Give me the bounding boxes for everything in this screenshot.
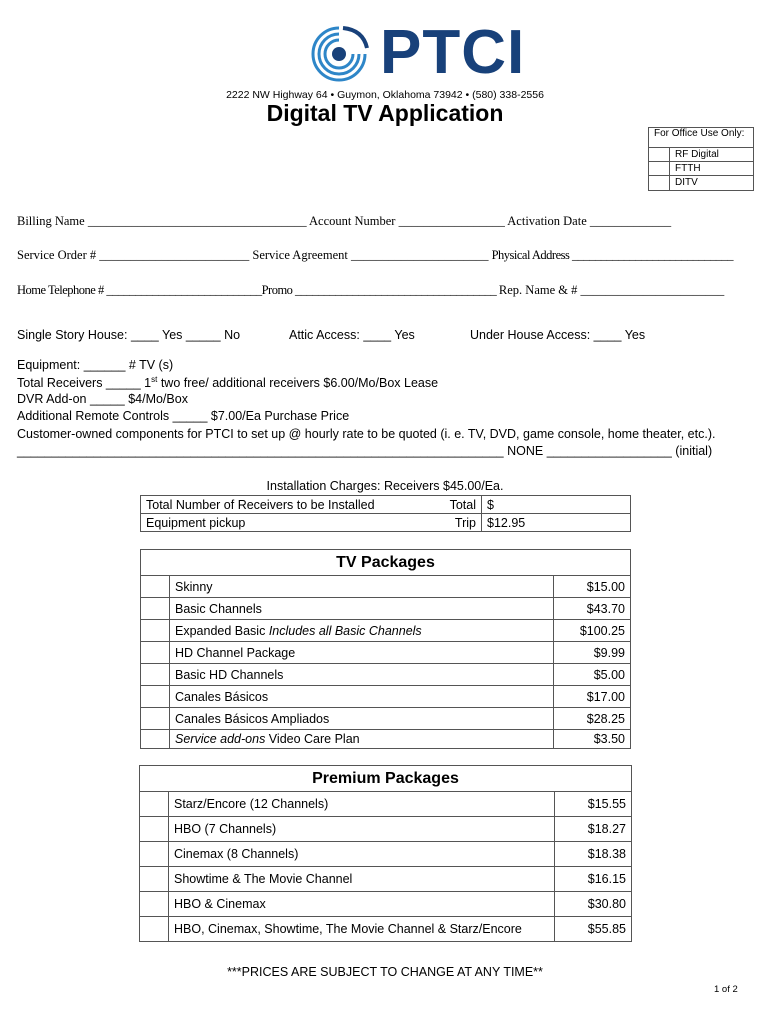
- package-name: Canales Básicos: [170, 686, 554, 708]
- package-select-box[interactable]: [141, 730, 170, 749]
- installation-table: [140, 495, 631, 532]
- attic-access-question[interactable]: Attic Access: ____ Yes: [289, 328, 415, 342]
- package-price: $28.25: [554, 708, 631, 730]
- single-story-question[interactable]: Single Story House: ____ Yes _____ No: [17, 328, 241, 342]
- form-row-3: [17, 283, 724, 298]
- package-name: Basic HD Channels: [170, 664, 554, 686]
- install-label: Total Number of Receivers to be Installed: [141, 496, 392, 514]
- package-select-box[interactable]: [141, 620, 170, 642]
- brand-name: PTCI: [380, 18, 526, 87]
- under-house-question[interactable]: Under House Access: ____ Yes: [470, 328, 646, 342]
- equipment-line[interactable]: Equipment: ______ # TV (s): [17, 358, 174, 372]
- table-row: [141, 496, 631, 514]
- service-agreement-field[interactable]: Service Agreement ______________________: [252, 248, 489, 262]
- premium-packages-heading: Premium Packages: [140, 766, 632, 792]
- package-select-box[interactable]: [140, 892, 169, 917]
- package-price: $43.70: [554, 598, 631, 620]
- package-name: Starz/Encore (12 Channels): [169, 792, 555, 817]
- install-label: Equipment pickup: [141, 514, 392, 532]
- premium-packages-table: [139, 765, 632, 942]
- office-option-ftth[interactable]: FTTH: [649, 161, 753, 176]
- tv-packages-heading: TV Packages: [141, 550, 631, 576]
- table-row: [140, 792, 632, 817]
- table-row: [141, 642, 631, 664]
- package-price: $16.15: [555, 867, 632, 892]
- package-select-box[interactable]: [140, 817, 169, 842]
- price-disclaimer: ***PRICES ARE SUBJECT TO CHANGE AT ANY TIME**: [227, 965, 543, 979]
- package-price: $5.00: [554, 664, 631, 686]
- package-name: Cinemax (8 Channels): [169, 842, 555, 867]
- form-row-1: [17, 214, 671, 229]
- package-price: $3.50: [554, 730, 631, 749]
- package-price: $17.00: [554, 686, 631, 708]
- package-name: Basic Channels: [170, 598, 554, 620]
- package-select-box[interactable]: [140, 792, 169, 817]
- package-name: HD Channel Package: [170, 642, 554, 664]
- package-select-box[interactable]: [141, 576, 170, 598]
- package-price: $15.00: [554, 576, 631, 598]
- table-row: [140, 867, 632, 892]
- package-price: $55.85: [555, 917, 632, 942]
- table-row: [141, 708, 631, 730]
- total-receivers-line[interactable]: Total Receivers _____ 1st two free/ additional receivers $6.00/Mo/Box Lease: [17, 375, 439, 391]
- install-mid: Trip: [391, 514, 482, 532]
- installation-caption: Installation Charges: Receivers $45.00/Ea.: [266, 479, 504, 493]
- package-name: HBO (7 Channels): [169, 817, 555, 842]
- form-row-2: [17, 248, 733, 263]
- table-header-row: [141, 550, 631, 576]
- page-title: Digital TV Application: [266, 100, 504, 126]
- package-name: Showtime & The Movie Channel: [169, 867, 555, 892]
- table-row: [141, 620, 631, 642]
- table-header-row: [140, 766, 632, 792]
- service-order-field[interactable]: Service Order # ________________________: [17, 248, 250, 262]
- table-row: [140, 917, 632, 942]
- package-select-box[interactable]: [140, 842, 169, 867]
- package-select-box[interactable]: [141, 708, 170, 730]
- billing-name-field[interactable]: Billing Name ___________________________________: [17, 214, 307, 228]
- table-row: [140, 892, 632, 917]
- install-value[interactable]: $: [482, 496, 631, 514]
- package-select-box[interactable]: [141, 664, 170, 686]
- table-row: [141, 576, 631, 598]
- install-mid: Total: [391, 496, 482, 514]
- table-row: [141, 664, 631, 686]
- promo-field[interactable]: Promo ___________________________________: [261, 283, 497, 297]
- package-price: $9.99: [554, 642, 631, 664]
- table-row: [140, 817, 632, 842]
- table-row: [141, 686, 631, 708]
- customer-components-line: Customer-owned components for PTCI to set up @ hourly rate to be quoted (i. e. TV, DVD, game console, home theater, etc.).: [17, 427, 716, 441]
- table-row: [141, 730, 631, 749]
- physical-address-field[interactable]: Physical Address ____________________________: [491, 248, 733, 262]
- package-price: $100.25: [554, 620, 631, 642]
- office-option-rf-digital[interactable]: RF Digital: [649, 147, 753, 162]
- account-number-field[interactable]: Account Number _________________: [309, 214, 505, 228]
- ptci-logo-icon: [303, 22, 375, 86]
- package-name: HBO & Cinemax: [169, 892, 555, 917]
- activation-date-field[interactable]: Activation Date _____________: [507, 214, 672, 228]
- package-name: HBO, Cinemax, Showtime, The Movie Channel & Starz/Encore: [169, 917, 555, 942]
- home-telephone-field[interactable]: Home Telephone # ___________________________: [17, 283, 262, 297]
- tv-packages-table: [140, 549, 631, 749]
- package-select-box[interactable]: [141, 686, 170, 708]
- package-name: Canales Básicos Ampliados: [170, 708, 554, 730]
- package-price: $15.55: [555, 792, 632, 817]
- customer-components-initial[interactable]: ______________________________________________________________________ NONE __________________ (initial): [17, 444, 713, 458]
- package-name: Service add-ons Video Care Plan: [170, 730, 554, 749]
- package-select-box[interactable]: [141, 642, 170, 664]
- package-name: Expanded Basic Includes all Basic Channels: [170, 620, 554, 642]
- package-price: $18.27: [555, 817, 632, 842]
- table-row: [140, 842, 632, 867]
- rep-name-field[interactable]: Rep. Name & # _______________________: [498, 283, 725, 297]
- page-number: 1 of 2: [714, 984, 738, 995]
- dvr-addon-line[interactable]: DVR Add-on _____ $4/Mo/Box: [17, 392, 188, 406]
- table-row: [141, 514, 631, 532]
- package-select-box[interactable]: [141, 598, 170, 620]
- install-value: $12.95: [482, 514, 631, 532]
- office-use-label: For Office Use Only:: [654, 128, 745, 139]
- remote-controls-line[interactable]: Additional Remote Controls _____ $7.00/Ea Purchase Price: [17, 409, 350, 423]
- package-select-box[interactable]: [140, 917, 169, 942]
- package-select-box[interactable]: [140, 867, 169, 892]
- package-price: $18.38: [555, 842, 632, 867]
- office-option-ditv[interactable]: DITV: [649, 175, 753, 190]
- table-row: [141, 598, 631, 620]
- package-name: Skinny: [170, 576, 554, 598]
- package-price: $30.80: [555, 892, 632, 917]
- company-address: 2222 NW Highway 64 • Guymon, Oklahoma 73942 • (580) 338-2556: [226, 89, 544, 101]
